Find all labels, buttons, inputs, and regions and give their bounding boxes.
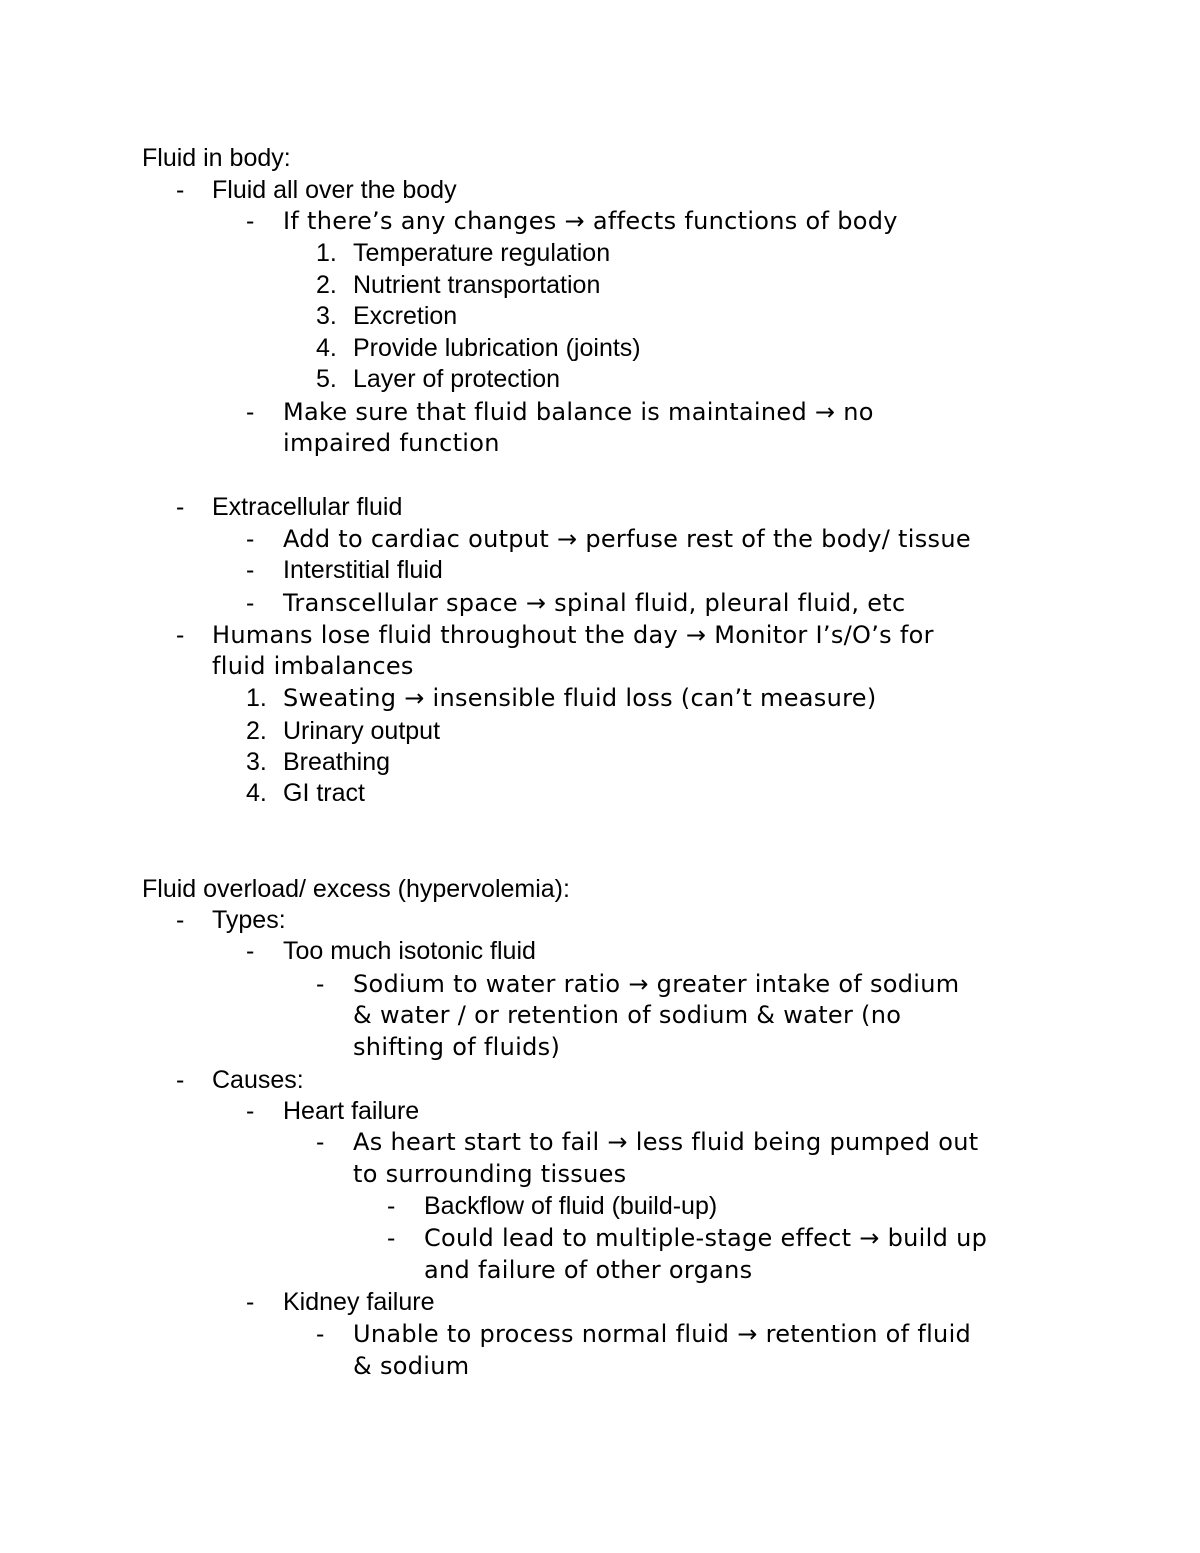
- bullet-text: Backflow of fluid (build-up): [424, 1192, 718, 1220]
- list-item-text: Temperature regulation: [353, 239, 611, 267]
- list-item-text: Breathing: [283, 748, 391, 776]
- list-item-text: Sweating → insensible fluid loss (can’t measure): [283, 684, 877, 712]
- bullet-marker: -: [246, 398, 255, 426]
- list-item-text: Urinary output: [283, 717, 441, 745]
- heading-fluid-in-body: Fluid in body:: [142, 144, 291, 172]
- list-item-text: Excretion: [353, 302, 458, 330]
- list-number: 4.: [246, 779, 267, 807]
- bullet-text-continued: fluid imbalances: [212, 652, 414, 680]
- bullet-text: As heart start to fail → less fluid being pumped out: [353, 1128, 979, 1156]
- bullet-text: Transcellular space → spinal fluid, pleural fluid, etc: [283, 589, 906, 617]
- bullet-marker: -: [316, 1128, 325, 1156]
- bullet-marker: -: [246, 589, 255, 617]
- list-number: 1.: [316, 239, 337, 267]
- list-number: 5.: [316, 365, 337, 393]
- bullet-text: Sodium to water ratio → greater intake of sodium: [353, 970, 960, 998]
- bullet-text: Make sure that fluid balance is maintained → no: [283, 398, 874, 426]
- bullet-text-continued: and failure of other organs: [424, 1256, 753, 1284]
- list-number: 2.: [316, 271, 337, 299]
- bullet-marker: -: [246, 937, 255, 965]
- bullet-text: Too much isotonic fluid: [283, 937, 536, 965]
- bullet-marker: -: [176, 621, 185, 649]
- bullet-text: Extracellular fluid: [212, 493, 403, 521]
- bullet-marker: -: [246, 525, 255, 553]
- list-number: 3.: [246, 748, 267, 776]
- bullet-text: Could lead to multiple-stage effect → build up: [424, 1224, 988, 1252]
- heading-fluid-overload: Fluid overload/ excess (hypervolemia):: [142, 875, 570, 903]
- list-number: 1.: [246, 684, 267, 712]
- bullet-marker: -: [176, 906, 185, 934]
- bullet-text-continued: shifting of fluids): [353, 1033, 561, 1061]
- list-item-text: Nutrient transportation: [353, 271, 601, 299]
- bullet-marker: -: [176, 176, 185, 204]
- bullet-text: Humans lose fluid throughout the day → Monitor I’s/O’s for: [212, 621, 934, 649]
- bullet-text: Heart failure: [283, 1097, 420, 1125]
- bullet-marker: -: [316, 1320, 325, 1348]
- bullet-marker: -: [246, 1097, 255, 1125]
- bullet-text: Types:: [212, 906, 286, 934]
- bullet-marker: -: [316, 970, 325, 998]
- bullet-marker: -: [387, 1192, 396, 1220]
- bullet-text: Causes:: [212, 1066, 304, 1094]
- bullet-text: Add to cardiac output → perfuse rest of the body/ tissue: [283, 525, 971, 553]
- bullet-text-continued: to surrounding tissues: [353, 1160, 627, 1188]
- bullet-marker: -: [176, 493, 185, 521]
- bullet-text: If there’s any changes → affects functions of body: [283, 207, 898, 235]
- bullet-text: Unable to process normal fluid → retention of fluid: [353, 1320, 972, 1348]
- bullet-marker: -: [246, 1288, 255, 1316]
- bullet-text-continued: impaired function: [283, 429, 500, 457]
- bullet-marker: -: [176, 1066, 185, 1094]
- bullet-text-continued: & water / or retention of sodium & water (no: [353, 1001, 902, 1029]
- list-number: 3.: [316, 302, 337, 330]
- bullet-marker: -: [387, 1224, 396, 1252]
- bullet-text: Kidney failure: [283, 1288, 435, 1316]
- bullet-text-continued: & sodium: [353, 1352, 470, 1380]
- bullet-marker: -: [246, 207, 255, 235]
- bullet-marker: -: [246, 556, 255, 584]
- list-number: 4.: [316, 334, 337, 362]
- list-item-text: Provide lubrication (joints): [353, 334, 641, 362]
- list-number: 2.: [246, 717, 267, 745]
- list-item-text: GI tract: [283, 779, 365, 807]
- bullet-text: Fluid all over the body: [212, 176, 457, 204]
- bullet-text: Interstitial fluid: [283, 556, 443, 584]
- list-item-text: Layer of protection: [353, 365, 561, 393]
